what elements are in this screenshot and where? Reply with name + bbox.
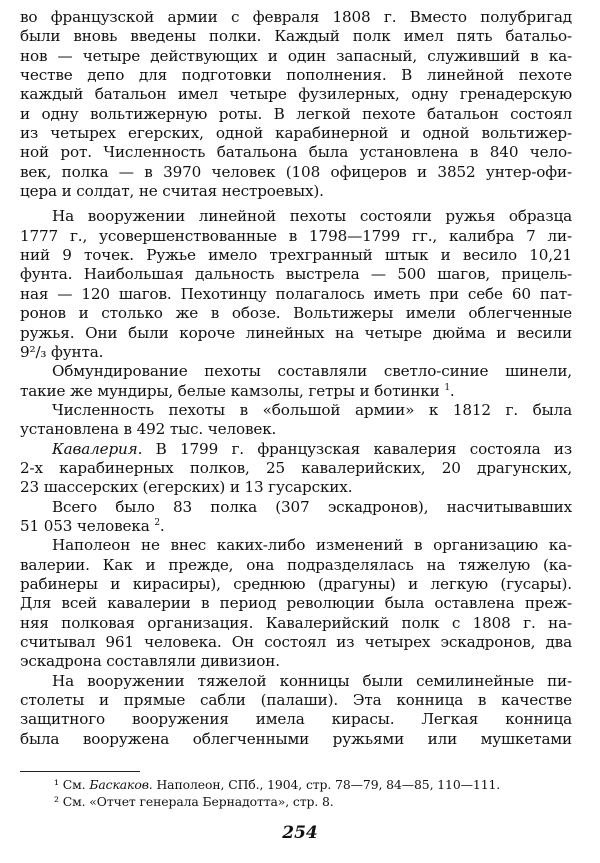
text-line: цера и солдат, не считая нестроевых). [20,182,324,201]
footnote-text: См. [58,777,90,792]
paragraph-4 [20,401,572,440]
text-line: 2-х карабинерных полков, 25 кавалерийских, 20 драгунских, [20,458,572,477]
text-line: защитного вооружения имела кирасы. Легкая конница [20,710,572,729]
text-line: ружья. Они были короче линейных на четыре дюйма и весили [20,323,572,342]
text-line: 23 шассерских (егерских) и 13 гусарских. [20,478,353,497]
text-line: честве депо для подготовки пополнения. В линейной пехоте [20,66,572,85]
text-fragment: такие же мундиры, белые камзолы, гетры и ботинки [20,381,440,400]
text-line: Всего было 83 полка (307 эскадронов), насчитывавших [52,497,572,516]
text-fragment: В 1799 г. французская кавалерия состояла из [142,439,572,458]
paragraph-7 [20,536,572,671]
text-line: нов — четыре действующих и один запасный, служивший в ка- [20,46,572,65]
footnote-text: Наполеон, СПб., 1904, стр. 78—79, 84—85, 110—111. [152,777,501,792]
footnote-ref: 2 [154,517,160,528]
paragraph-8 [20,672,572,749]
text-line: была вооружена облегченными ружьями или мушкетами [20,729,572,748]
text-line: 9²/₃ фунта. [20,342,104,361]
text-line: и одну вольтижерную роты. В легкой пехоте батальон состоял [20,104,572,123]
text-line: На вооружении линейной пехоты состояли ружья образца [52,207,572,226]
text-line: фунта. Наибольшая дальность выстрела — 500 шагов, прицель- [20,265,572,284]
page-body [20,8,572,749]
text-line: каждый батальон имел четыре фузилерных, одну гренадерскую [20,85,572,104]
text-line: из четырех егерских, одной карабинерной и одной вольтижер- [20,124,572,143]
text-line: ний 9 точек. Ружье имело трехгранный штык и весило 10,21 [20,246,572,265]
text-line [20,517,572,536]
text-line: ронов и столько же в обозе. Вольтижеры имели облегченные [20,304,572,323]
text-line: Наполеон не внес каких-либо изменений в организацию ка- [52,536,572,555]
section-heading: Кавалерия. [52,439,143,458]
footnote-1 [54,776,574,793]
footnote-author: Баскаков. [89,777,153,792]
paragraph-3 [20,362,572,401]
text-line: На вооружении тяжелой конницы были семилинейные пи- [52,671,572,690]
footnote-mark: ² [54,794,59,809]
text-line: валерии. Как и прежде, она подразделялась на тяжелую (ка- [20,555,572,574]
footnote-2 [54,793,574,810]
text-line: были вновь введены полки. Каждый полк имел пять батальо- [20,27,572,46]
text-line: няя полковая организация. Кавалерийский полк с 1808 г. на- [20,613,572,632]
paragraph-5 [20,440,572,498]
text-fragment: . [449,381,455,400]
footnote-text: См. «Отчет генерала Бернадотта», стр. 8. [58,794,334,809]
text-line: Для всей кавалерии в период революции была оставлена преж- [20,594,572,613]
text-line [20,382,572,401]
text-line: век, полка — в 3970 человек (108 офицеров и 3852 унтер-офи- [20,162,572,181]
text-line: ной рот. Численность батальона была установлена в 840 чело- [20,143,572,162]
paragraph-2 [20,207,572,362]
text-line: Численность пехоты в «большой армии» к 1812 г. была [52,400,572,419]
text-line: во французской армии с февраля 1808 г. Вместо полубригад [20,8,572,26]
footnote-mark: ¹ [54,777,59,792]
footnote-divider [20,771,140,772]
text-line: Обмундирование пехоты составляли светло-синие шинели, [52,362,572,381]
text-line: рабинеры и кирасиры), среднюю (драгуны) и легкую (гусары). [20,574,572,593]
text-line: ная — 120 шагов. Пехотинцу полагалось иметь при себе 60 пат- [20,284,572,303]
text-fragment: 51 053 человека [20,516,150,535]
text-line: столеты и прямые сабли (палаши). Эта конница в качестве [20,691,572,710]
paragraph-1 [20,8,572,201]
footnotes [54,776,574,810]
text-line: установлена в 492 тыс. человек. [20,420,277,439]
text-line: считывал 961 человека. Он состоял из четырех эскадронов, два [20,633,572,651]
paragraph-6 [20,498,572,537]
text-line [20,440,572,459]
text-line: 1777 г., усовершенствованные в 1798—1799 гг., калибра 7 ли- [20,226,572,245]
page-number: 254 [282,823,318,843]
text-fragment: . [159,516,165,535]
text-line: эскадрона составляли дивизион. [20,652,280,671]
footnote-ref: 1 [444,382,450,393]
